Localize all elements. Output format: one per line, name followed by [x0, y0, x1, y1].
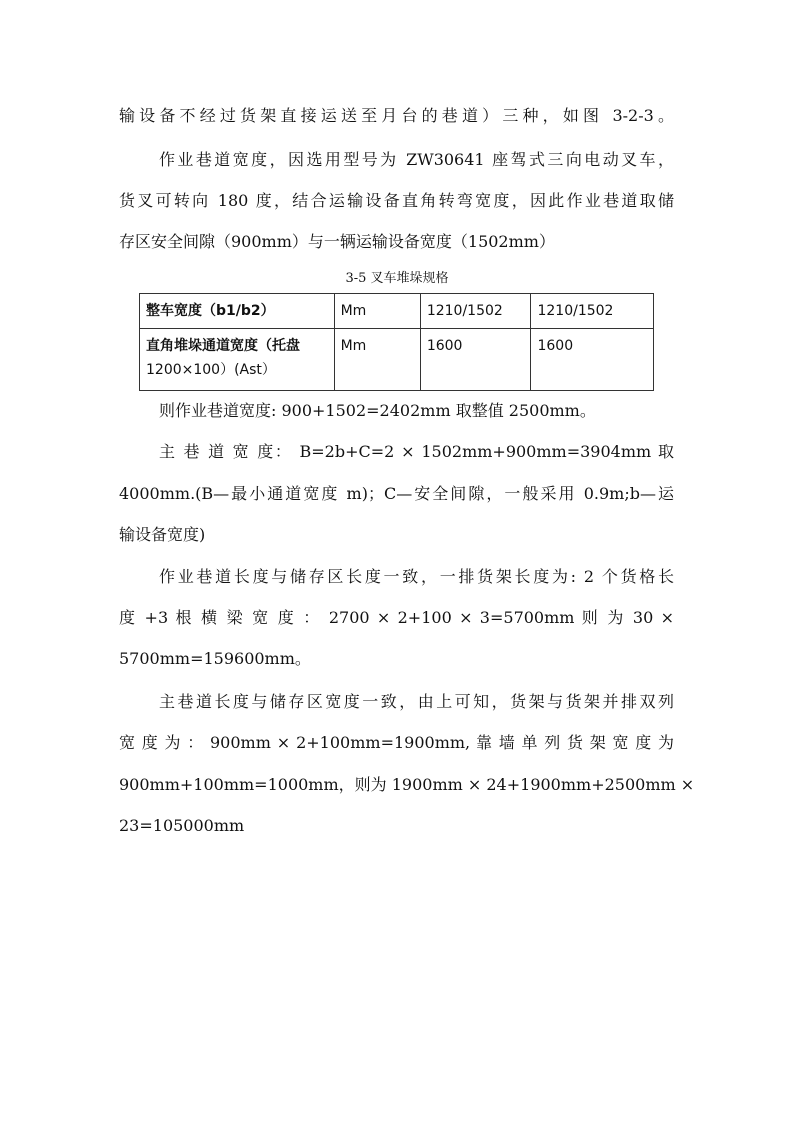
paragraph-line: 作业巷道长度与储存区长度一致，一排货架长度为: 2 个货格长 — [159, 567, 674, 586]
table-cell-value: 1210/1502 — [531, 294, 654, 329]
table-cell-label-line: 直角堆垛通道宽度（托盘 — [146, 338, 300, 354]
paragraph-line: 4000mm.(B—最小通道宽度 m)；C—安全间隙，一般采用 0.9m;b—运 — [119, 484, 674, 503]
paragraph-line: 则作业巷道宽度: 900+1502=2402mm 取整值 2500mm。 — [159, 401, 596, 420]
table-cell-value: 1600 — [420, 329, 531, 391]
table-row — [140, 329, 654, 391]
table-cell-value: 1600 — [531, 329, 654, 391]
paragraph-line: 主巷道长度与储存区宽度一致，由上可知，货架与货架并排双列 — [159, 692, 674, 711]
table-cell-unit: Mm — [334, 294, 420, 329]
paragraph-line: 输设备宽度) — [119, 525, 206, 544]
table-row — [140, 294, 654, 329]
paragraph-line: 输设备不经过货架直接运送至月台的巷道）三种，如图 3-2-3。 — [119, 106, 674, 125]
table-cell-label — [140, 329, 335, 391]
paragraph-line: 5700mm=159600mm。 — [119, 649, 311, 668]
table-cell-label: 整车宽度（b1/b2） — [140, 294, 335, 329]
table-cell-unit: Mm — [334, 329, 420, 391]
paragraph-line: 作业巷道宽度，因选用型号为 ZW30641 座驾式三向电动叉车， — [159, 150, 674, 169]
forklift-spec-table — [139, 293, 654, 391]
paragraph-line: 存区安全间隙（900mm）与一辆运输设备宽度（1502mm） — [119, 232, 555, 251]
table-caption: 3-5 叉车堆垛规格 — [345, 271, 449, 286]
paragraph-line: 主 巷 道 宽 度： B=2b+C=2 × 1502mm+900mm=3904mm 取 — [159, 442, 674, 461]
paragraph-line: 23=105000mm — [119, 816, 245, 835]
table-cell-value: 1210/1502 — [420, 294, 531, 329]
paragraph-line: 宽 度 为 ： 900mm × 2+100mm=1900mm, 靠 墙 单 列 货 架 宽 度 为 — [119, 733, 674, 752]
paragraph-line: 度 +3 根 横 梁 宽 度 ： 2700 × 2+100 × 3=5700mm 则 为 30 × — [119, 608, 674, 627]
paragraph-line: 货叉可转向 180 度，结合运输设备直角转弯宽度，因此作业巷道取储 — [119, 191, 674, 210]
paragraph-line: 900mm+100mm=1000mm，则为 1900mm × 24+1900mm+2500mm × — [119, 775, 695, 794]
table-cell-label-line: 1200×100）(Ast） — [146, 362, 276, 378]
